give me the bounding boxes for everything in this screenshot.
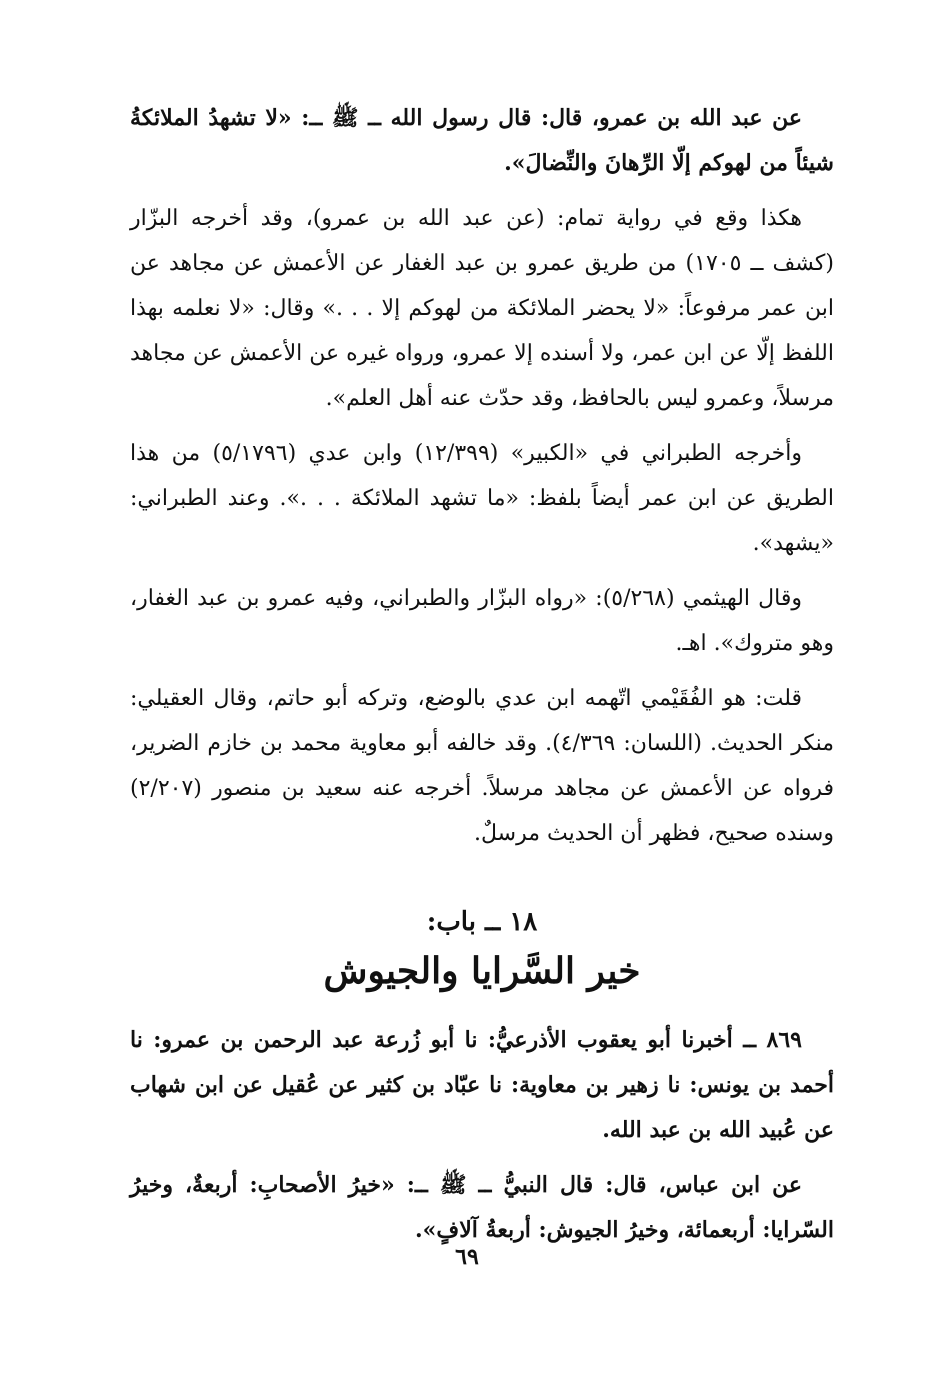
commentary-paragraph: وقال الهيثمي (٥/٢٦٨): «رواه البزّار والطبراني، وفيه عمرو بن عبد الغفار، وهو متروك». اهـ.: [130, 586, 834, 656]
top-section: [130, 96, 834, 856]
chapter-heading: [130, 902, 834, 1000]
page-number: ٦٩: [455, 1244, 479, 1270]
hadith-text-868: عن عبد الله بن عمرو، قال: قال رسول الله ــ ﷺ ــ: «لا تشهدُ الملائكةُ شيئاً من لهوكم إلّا الرِّهانَ والنِّضالَ».: [130, 105, 834, 176]
chapter-title: خير السَّرايا والجيوش: [323, 950, 641, 992]
hadith-text-869: عن ابن عباس، قال: قال النبيُّ ــ ﷺ ــ: «خيرُ الأصحابِ: أربعةٌ، وخيرُ السّرايا: أربعمائة، وخيرُ الجيوش: أربعةُ آلافٍ».: [130, 1172, 834, 1243]
bottom-section: [130, 1018, 834, 1253]
commentary-paragraph: هكذا وقع في رواية تمام: (عن عبد الله بن عمرو)، وقد أخرجه البزّار (كشف ــ ١٧٠٥) من طريق عمرو بن عبد الغفار عن الأعمش عن مجاهد عن ابن عمر مرفوعاً: «لا يحضر الملائكة من لهوكم إلا . . .» وقال: «لا نعلمه بهذا اللفظ إلّا عن ابن عمر، ولا أسنده إلا عمرو، ورواه غيره عن الأعمش عن مجاهد مرسلاً، وعمرو ليس بالحافظ، وقد حدّث عنه أهل العلم».: [130, 206, 834, 411]
hadith-isnad-869: ٨٦٩ ــ أخبرنا أبو يعقوب الأذرعيُّ: نا أبو زُرعة عبد الرحمن بن عمرو: نا أحمد بن يونس: نا زهير بن معاوية: نا عبّاد بن كثير عن عُقيل عن ابن شهاب عن عُبيد الله بن عبد الله.: [130, 1027, 834, 1143]
chapter-number: ١٨ ــ باب:: [426, 907, 538, 937]
page-body: [130, 96, 834, 1263]
commentary-paragraph: وأخرجه الطبراني في «الكبير» (١٢/٣٩٩) وابن عدي (٥/١٧٩٦) من هذا الطريق عن ابن عمر أيضاً بلفظ: «ما تشهد الملائكة . . .». وعند الطبراني: «يشهد».: [130, 441, 834, 556]
commentary-paragraph: قلت: هو الفُقَيْمي اتّهمه ابن عدي بالوضع، وتركه أبو حاتم، وقال العقيلي: منكر الحديث. (اللسان: ٤/٣٦٩). وقد خالفه أبو معاوية محمد بن خازم الضرير، فرواه عن الأعمش عن مجاهد مرسلاً. أخرجه عنه سعيد بن منصور (٢/٢٠٧) وسنده صحيح، فظهر أن الحديث مرسلٌ.: [130, 686, 834, 846]
